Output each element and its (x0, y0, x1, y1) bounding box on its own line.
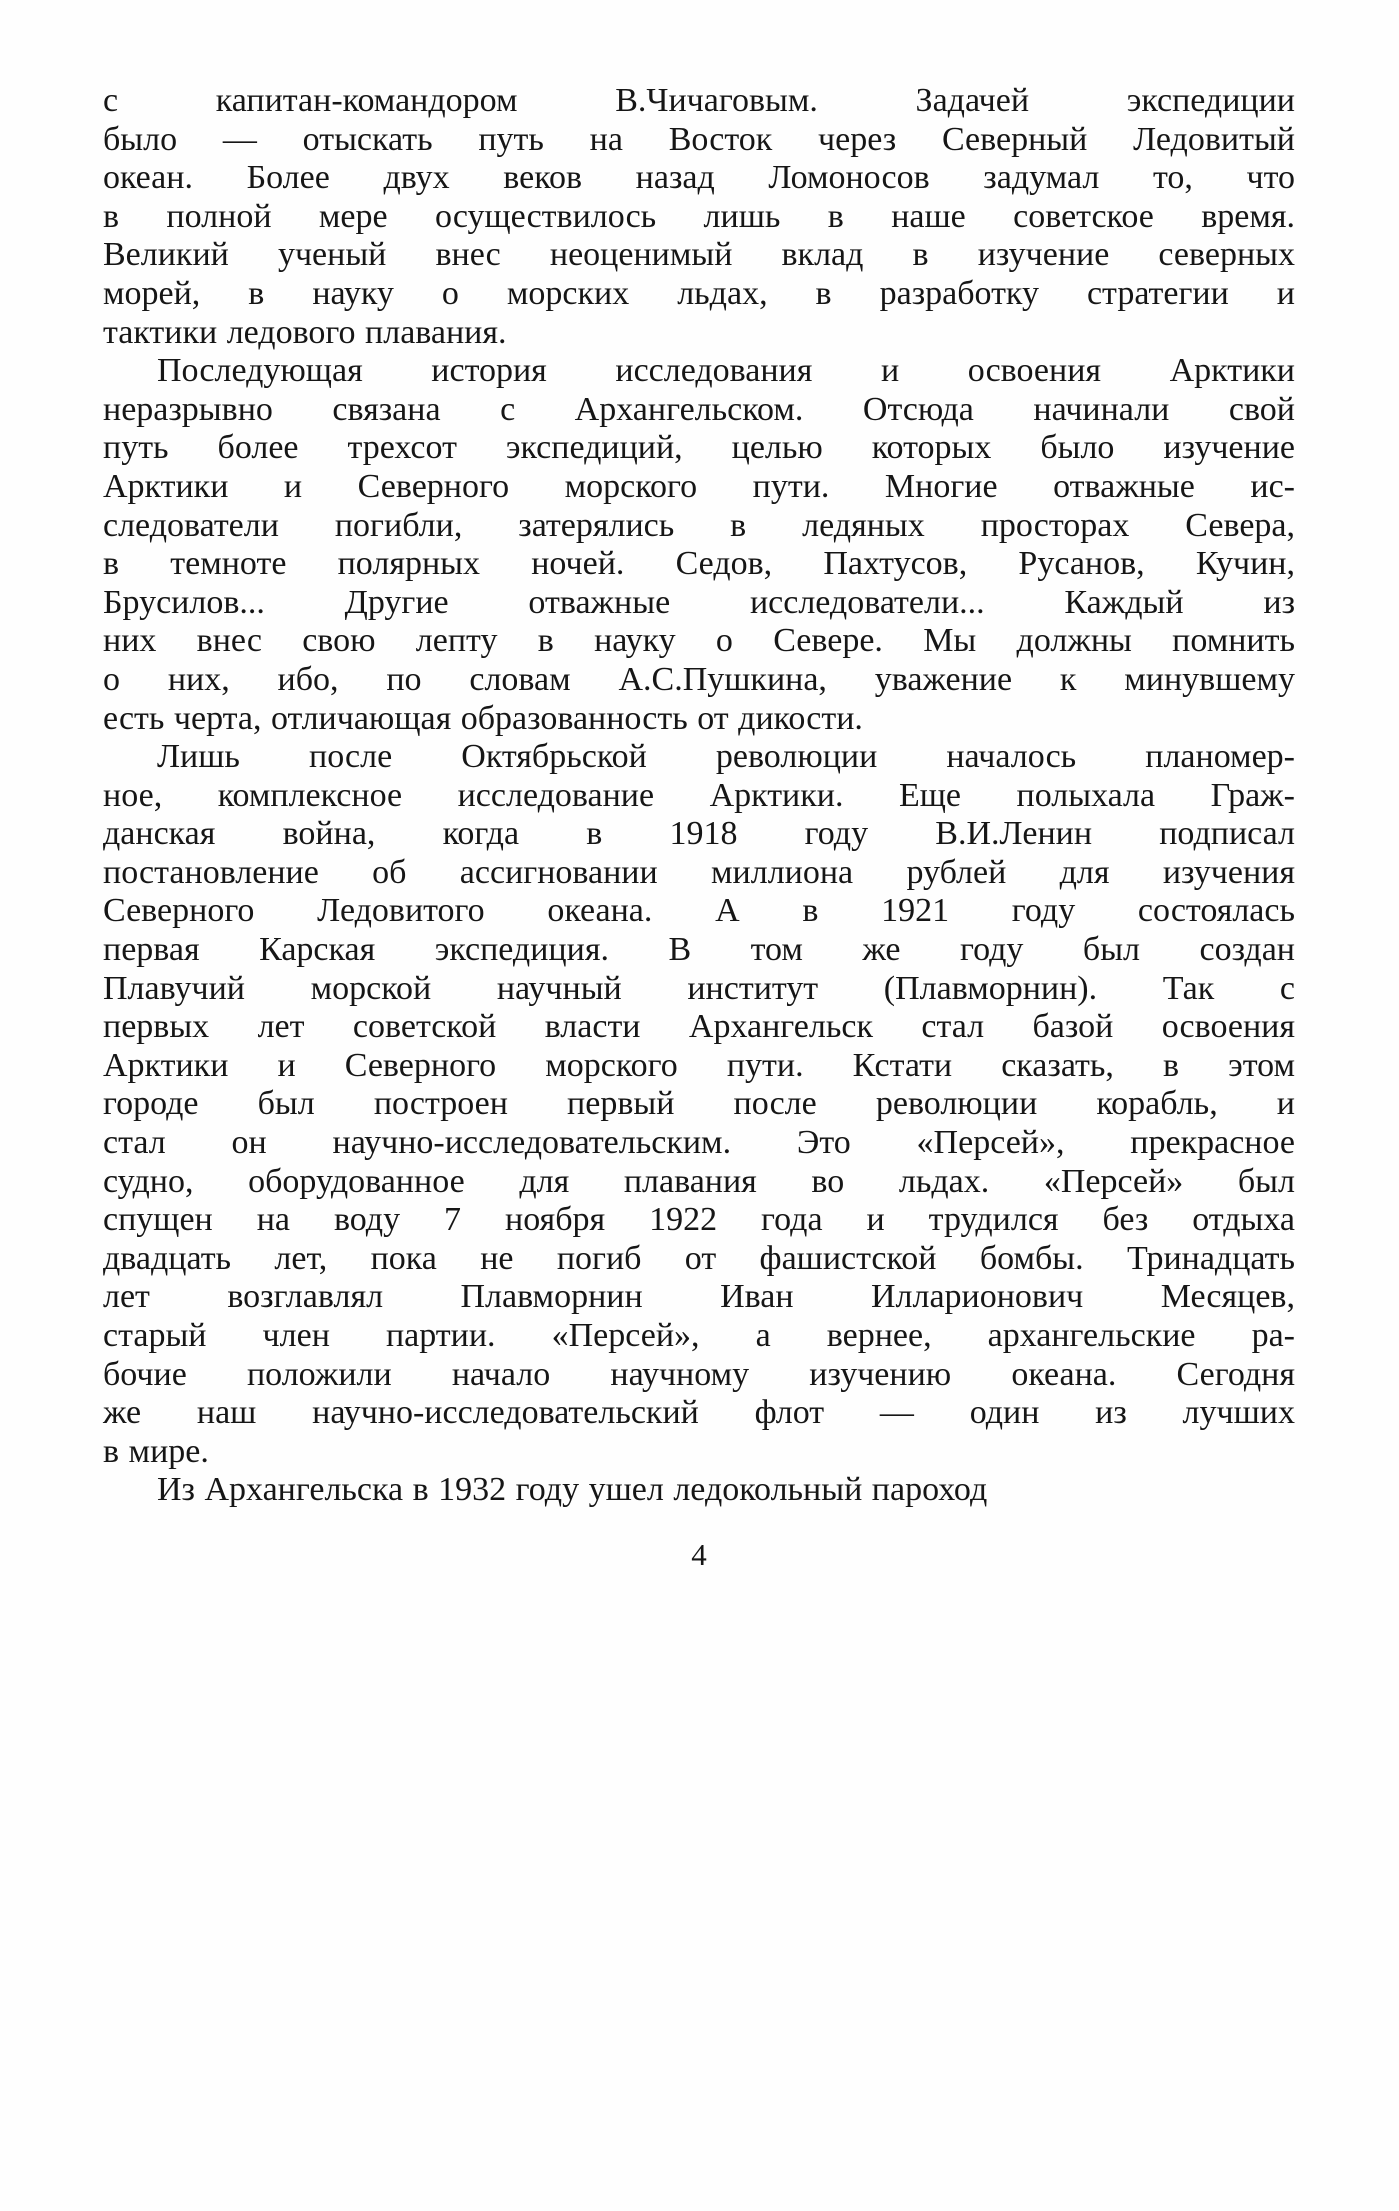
text-line: двадцать лет, пока не погиб от фашистской бомбы. Тринадцать (103, 1239, 1295, 1277)
text-line: в полной мере осуществилось лишь в наше советское время. (103, 197, 1295, 235)
text-line: них внес свою лепту в науку о Севере. Мы должны помнить (103, 622, 1295, 660)
text-line: Северного Ледовитого океана. А в 1921 году состоялась (103, 892, 1295, 930)
text-line: городе был построен первый после революции корабль, и (103, 1085, 1295, 1123)
text-line: Арктики и Северного морского пути. Кстати сказать, в этом (103, 1046, 1295, 1084)
text-line: Плавучий морской научный институт (Плавморнин). Так с (103, 969, 1295, 1007)
text-line: постановление об ассигновании миллиона рублей для изучения (103, 853, 1295, 891)
text-line: судно, оборудованное для плавания во льдах. «Персей» был (103, 1162, 1295, 1200)
text-line: Из Архангельска в 1932 году ушел ледокольный пароход (157, 1471, 988, 1509)
text-line: в темноте полярных ночей. Седов, Пахтусов, Русанов, Кучин, (103, 545, 1295, 583)
text-line: с капитан-командором В.Чичаговым. Задачей экспедиции (103, 82, 1295, 119)
text-line: лет возглавлял Плавморнин Иван Илларионович Месяцев, (103, 1278, 1295, 1316)
text-line: первая Карская экспедиция. В том же году был создан (103, 931, 1295, 969)
text-line: стал он научно-исследовательским. Это «Персей», прекрасное (103, 1124, 1295, 1162)
text-line: Лишь после Октябрьской революции началось планомер- (157, 738, 1295, 776)
paragraph (103, 738, 1295, 1471)
text-line: о них, ибо, по словам А.С.Пушкина, уважение к минувшему (103, 660, 1295, 698)
paragraph (103, 82, 1295, 352)
text-line: же наш научно-исследовательский флот — один из лучших (103, 1394, 1295, 1432)
text-line: бочие положили начало научному изучению океана. Сегодня (103, 1355, 1295, 1393)
text-line: следователи погибли, затерялись в ледяных просторах Севера, (103, 506, 1295, 544)
text-line: океан. Более двух веков назад Ломоносов задумал то, что (103, 159, 1295, 197)
text-line: Арктики и Северного морского пути. Многие отважные ис- (103, 467, 1295, 505)
text-line: спущен на воду 7 ноября 1922 года и трудился без отдыха (103, 1201, 1295, 1239)
text-line: ное, комплексное исследование Арктики. Еще полыхала Граж- (103, 776, 1295, 814)
text-line: данская война, когда в 1918 году В.И.Ленин подписал (103, 815, 1295, 853)
text-line: тактики ледового плавания. (103, 313, 507, 351)
text-line: есть черта, отличающая образованность от дикости. (103, 699, 863, 737)
text-line: Последующая история исследования и освоения Арктики (157, 352, 1295, 390)
text-line: Брусилов... Другие отважные исследователи... Каждый из (103, 583, 1295, 621)
paragraph (103, 352, 1295, 738)
text-line: морей, в науку о морских льдах, в разработку стратегии и (103, 274, 1295, 312)
text-block (103, 82, 1295, 1510)
page-number: 4 (691, 1537, 707, 1572)
text-line: в мире. (103, 1432, 209, 1470)
text-line: было — отыскать путь на Восток через Северный Ледовитый (103, 120, 1295, 158)
text-line: неразрывно связана с Архангельском. Отсюда начинали свой (103, 390, 1295, 428)
text-line: старый член партии. «Персей», а вернее, архангельские ра- (103, 1317, 1295, 1354)
text-line: путь более трехсот экспедиций, целью которых было изучение (103, 429, 1295, 467)
text-line: первых лет советской власти Архангельск стал базой освоения (103, 1008, 1295, 1046)
text-line: Великий ученый внес неоценимый вклад в изучение северных (103, 236, 1295, 274)
paragraph (103, 1471, 1295, 1510)
